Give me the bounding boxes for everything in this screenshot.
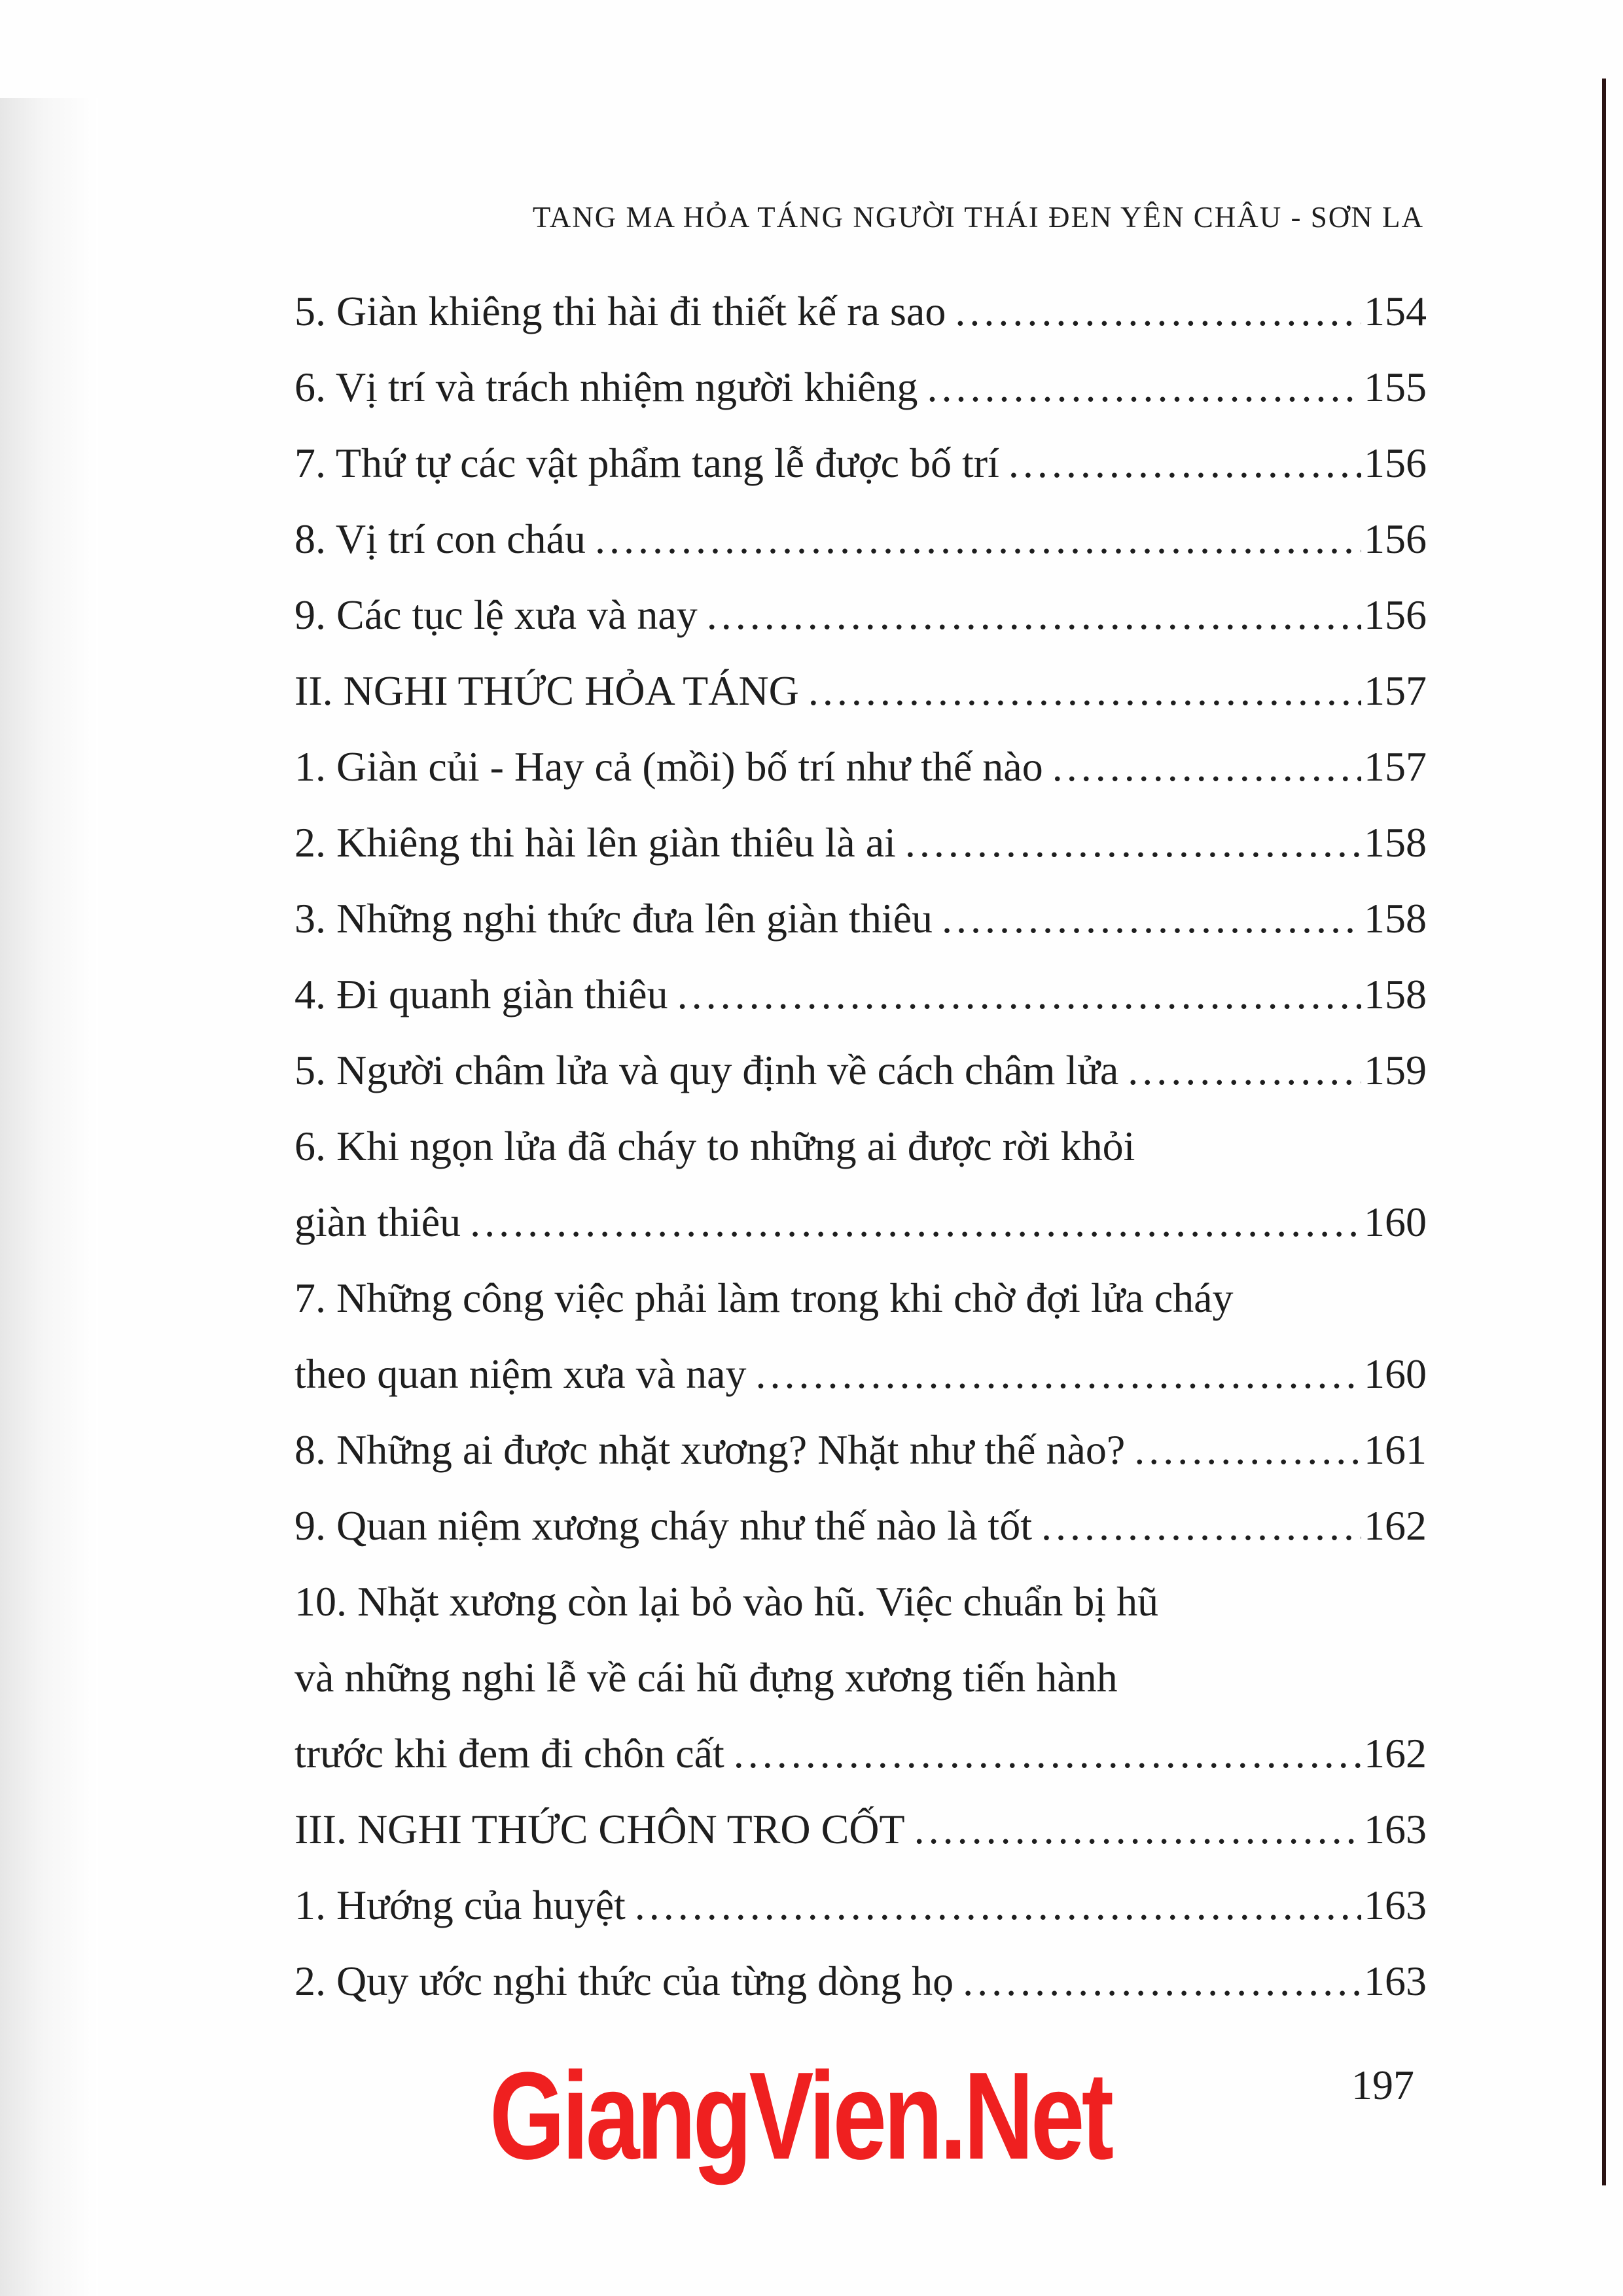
toc-page-number: 158 [1364, 971, 1427, 1017]
toc-page-number: 154 [1364, 288, 1427, 334]
toc-entry-title: II. NGHI THỨC HỎA TÁNG [294, 667, 799, 714]
toc-page-number: 162 [1364, 1502, 1427, 1549]
toc-entry-title: 7. Thứ tự các vật phẩm tang lễ được bố trí [294, 440, 999, 486]
toc-entry [294, 1412, 1427, 1488]
toc-entry [294, 1488, 1427, 1564]
dot-leader [905, 805, 1361, 881]
toc-page-number: 162 [1364, 1730, 1427, 1776]
toc-page-number: 163 [1364, 1958, 1427, 2004]
toc-entry [294, 1867, 1427, 1943]
toc-page-number: 156 [1364, 592, 1427, 638]
watermark: GiangVien.Net [490, 2047, 1111, 2185]
toc-entry-title: 2. Khiêng thi hài lên giàn thiêu là ai [294, 819, 896, 866]
toc-page-number: 155 [1364, 364, 1427, 410]
toc-entry-title: 2. Quy ước nghi thức của từng dòng họ [294, 1958, 954, 2004]
toc-entry-line [294, 1564, 1427, 1640]
toc-page-number: 160 [1364, 1351, 1427, 1397]
toc-page-number: 163 [1364, 1882, 1427, 1928]
toc-entry-title: 1. Hướng của huyệt [294, 1882, 626, 1928]
toc-entry-title-line: 7. Những công việc phải làm trong khi chờ đợi lửa cháy [294, 1275, 1234, 1321]
page-number: 197 [1351, 2062, 1414, 2108]
toc-entry [294, 425, 1427, 501]
dot-leader [595, 501, 1361, 577]
toc-entry [294, 1033, 1427, 1108]
toc-entry [294, 805, 1427, 881]
toc-section-heading [294, 1792, 1427, 1867]
dot-leader [955, 274, 1361, 349]
dot-leader [734, 1716, 1361, 1792]
dot-leader [1008, 425, 1361, 501]
toc-entry [294, 577, 1427, 653]
page-edge [1602, 79, 1606, 2185]
toc-page-number: 160 [1364, 1199, 1427, 1245]
dot-leader [635, 1867, 1361, 1943]
toc-page-number: 163 [1364, 1806, 1427, 1852]
toc-entry-title: 1. Giàn củi - Hay cả (mồi) bố trí như thế nào [294, 743, 1043, 790]
toc-entry [294, 1716, 1427, 1792]
toc-entry-title: 5. Người châm lửa và quy định về cách châm lửa [294, 1047, 1119, 1093]
page-gutter-shadow [0, 98, 98, 2296]
toc-entry-line [294, 1640, 1427, 1716]
toc-entry-title-line: 10. Nhặt xương còn lại bỏ vào hũ. Việc chuẩn bị hũ [294, 1578, 1159, 1625]
toc-entry-title: 6. Vị trí và trách nhiệm người khiêng [294, 364, 918, 410]
dot-leader [914, 1792, 1361, 1867]
toc-entry-title: 8. Những ai được nhặt xương? Nhặt như thế nào? [294, 1426, 1126, 1473]
toc-entry [294, 1943, 1427, 2019]
toc-entry-title-line: 6. Khi ngọn lửa đã cháy to những ai được rời khỏi [294, 1123, 1135, 1169]
toc-section-heading [294, 653, 1427, 729]
toc-page-number: 156 [1364, 516, 1427, 562]
toc-entry-title: III. NGHI THỨC CHÔN TRO CỐT [294, 1806, 905, 1852]
toc-entry-title: 4. Đi quanh giàn thiêu [294, 971, 668, 1017]
table-of-contents [294, 274, 1427, 2019]
dot-leader [808, 653, 1361, 729]
dot-leader [470, 1184, 1361, 1260]
toc-page-number: 157 [1364, 667, 1427, 714]
dot-leader [755, 1336, 1361, 1412]
dot-leader [927, 349, 1362, 425]
dot-leader [707, 577, 1361, 653]
toc-entry-title: theo quan niệm xưa và nay [294, 1351, 747, 1397]
toc-entry-title: trước khi đem đi chôn cất [294, 1730, 724, 1776]
toc-entry [294, 349, 1427, 425]
toc-entry-title: 5. Giàn khiêng thi hài đi thiết kế ra sao [294, 288, 946, 334]
toc-entry [294, 274, 1427, 349]
toc-entry-title-line: và những nghi lễ về cái hũ đựng xương tiến hành [294, 1654, 1118, 1701]
toc-entry [294, 881, 1427, 957]
toc-entry [294, 501, 1427, 577]
toc-entry [294, 1184, 1427, 1260]
toc-entry [294, 1336, 1427, 1412]
toc-entry [294, 729, 1427, 805]
toc-entry-title: giàn thiêu [294, 1199, 461, 1245]
running-header: TANG MA HỎA TÁNG NGƯỜI THÁI ĐEN YÊN CHÂU - SƠN LA [532, 201, 1424, 234]
toc-entry-title: 8. Vị trí con cháu [294, 516, 586, 562]
toc-entry-title: 3. Những nghi thức đưa lên giàn thiêu [294, 895, 933, 942]
toc-entry [294, 957, 1427, 1033]
dot-leader [677, 957, 1361, 1033]
toc-page-number: 157 [1364, 743, 1427, 790]
dot-leader [1052, 729, 1361, 805]
dot-leader [1128, 1033, 1361, 1108]
toc-page-number: 158 [1364, 895, 1427, 942]
dot-leader [1134, 1412, 1361, 1488]
toc-entry-line [294, 1108, 1427, 1184]
toc-page-number: 158 [1364, 819, 1427, 866]
dot-leader [1041, 1488, 1361, 1564]
dot-leader [963, 1943, 1361, 2019]
toc-entry-title: 9. Quan niệm xương cháy như thế nào là tốt [294, 1502, 1032, 1549]
toc-entry-title: 9. Các tục lệ xưa và nay [294, 592, 698, 638]
dot-leader [942, 881, 1361, 957]
toc-entry-line [294, 1260, 1427, 1336]
toc-page-number: 159 [1364, 1047, 1427, 1093]
toc-page-number: 161 [1364, 1426, 1427, 1473]
toc-page-number: 156 [1364, 440, 1427, 486]
